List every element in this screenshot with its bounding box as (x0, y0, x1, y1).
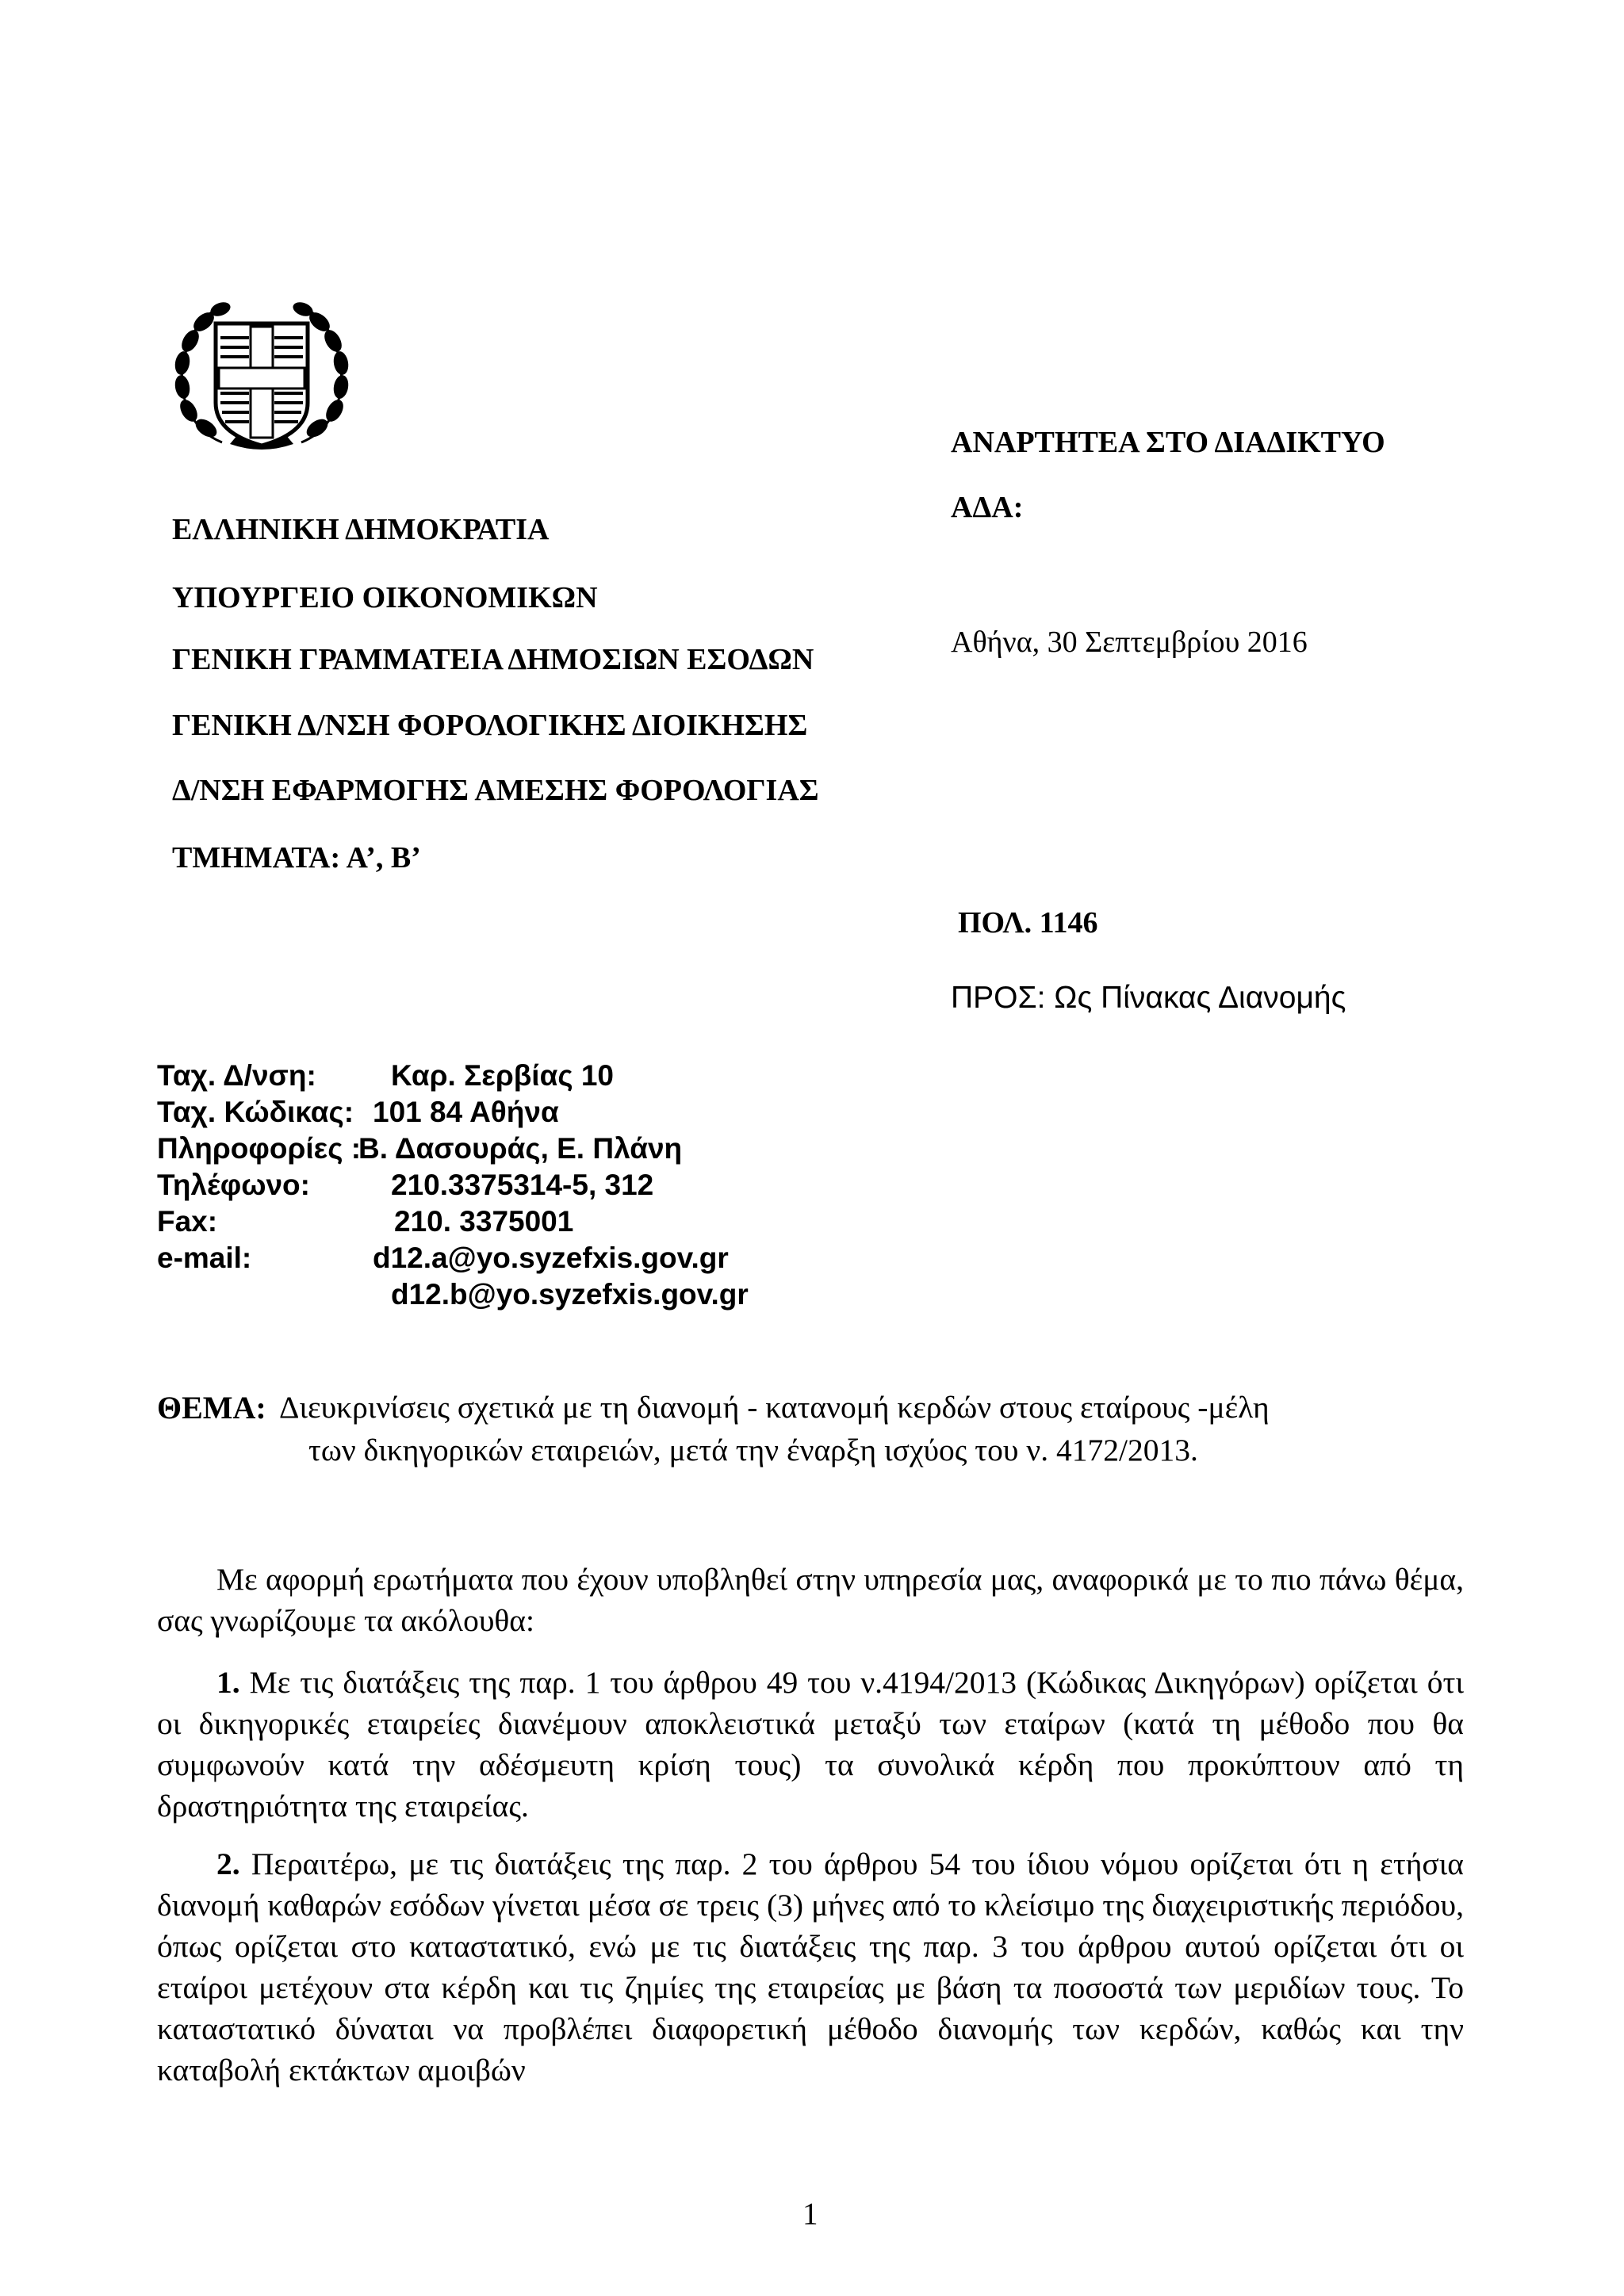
phone-label: Τηλέφωνο: (157, 1169, 310, 1201)
postcode-value: 101 84 Αθήνα (373, 1096, 559, 1128)
pol-number: ΠΟΛ. 1146 (958, 906, 1098, 939)
paragraph-1-number: 1. (216, 1665, 240, 1700)
header-directorate: Δ/ΝΣΗ ΕΦΑΡΜΟΓΗΣ ΑΜΕΣΗΣ ΦΟΡΟΛΟΓΙΑΣ (172, 774, 819, 807)
header-departments: ΤΜΗΜΑΤΑ: Α’, Β’ (172, 841, 421, 874)
greek-coat-of-arms-emblem (167, 292, 357, 458)
paragraph-1 (157, 1662, 1464, 1827)
intro-paragraph: Με αφορμή ερωτήματα που έχουν υποβληθεί στην υπηρεσία μας, αναφορικά με το πιο πάνω θέμα, σας γνωρίζουμε τα ακόλουθα: (157, 1562, 1464, 1638)
header-republic: ΕΛΛΗΝΙΚΗ ΔΗΜΟΚΡΑΤΙΑ (172, 513, 550, 546)
document-date: Αθήνα, 30 Σεπτεμβρίου 2016 (951, 626, 1308, 659)
recipient-line: ΠΡΟΣ: Ως Πίνακας Διανομής (951, 981, 1346, 1015)
header-ministry: ΥΠΟΥΡΓΕΙΟ ΟΙΚΟΝΟΜΙΚΩΝ (172, 581, 598, 614)
post-online-notice: ΑΝΑΡΤΗΤΕΑ ΣΤΟ ΔΙΑΔΙΚΤΥΟ (951, 426, 1385, 459)
info-value: Β. Δασουράς, Ε. Πλάνη (358, 1132, 683, 1165)
email-link-b[interactable]: d12.b@yo.syzefxis.gov.gr (391, 1278, 749, 1311)
fax-label: Fax: (157, 1205, 218, 1238)
page-number: 1 (802, 2197, 818, 2231)
subject-label: ΘΕΜΑ: (157, 1390, 266, 1425)
header-general-directorate: ΓΕΝΙΚΗ Δ/ΝΣΗ ΦΟΡΟΛΟΓΙΚΗΣ ΔΙΟΙΚΗΣΗΣ (172, 709, 808, 742)
paragraph-2-text: Περαιτέρω, με τις διατάξεις της παρ. 2 του άρθρου 54 του ίδιου νόμου ορίζεται ότι η ετήσια διανομή καθαρών εσόδων γίνεται μέσα σε τρεις (3) μήνες από το κλείσιμο της διαχειριστικής περιόδου, όπως ορίζεται στο καταστατικό, ενώ με τις διατάξεις της παρ. 3 του άρθρου αυτού ορίζεται ότι οι εταίροι μετέχουν στα κέρδη και τις ζημίες της εταιρείας με βάση τα ποσοστά των μεριδίων τους. Το καταστατικό δύναται να προβλέπει διαφορετική μέθοδο διανομής των κερδών, καθώς και την καταβολή εκτάκτων αμοιβών (157, 1846, 1464, 2087)
email-link-a[interactable]: d12.a@yo.syzefxis.gov.gr (373, 1242, 729, 1274)
info-label: Πληροφορίες : (157, 1132, 362, 1165)
header-general-secretariat: ΓΕΝΙΚΗ ΓΡΑΜΜΑΤΕΙΑ ΔΗΜΟΣΙΩΝ ΕΣΟΔΩΝ (172, 643, 814, 676)
phone-value: 210.3375314-5, 312 (391, 1169, 654, 1201)
subject-line-1: Διευκρινίσεις σχετικά με τη διανομή - κατανομή κερδών στους εταίρους -μέλη (279, 1390, 1270, 1425)
ada-label: ΑΔΑ: (951, 491, 1024, 524)
paragraph-1-text: Με τις διατάξεις της παρ. 1 του άρθρου 49 του ν.4194/2013 (Κώδικας Δικηγόρων) ορίζεται ότι οι δικηγορικές εταιρείες διανέμουν αποκλειστικά μεταξύ των εταίρων (κατά τη μέθοδο που θα συμφωνούν κατά την αδέσμευτη κρίση τους) τα συνολικά κέρδη που προκύπτουν από τη δραστηριότητα της εταιρείας. (157, 1665, 1465, 1823)
address-label: Ταχ. Δ/νση: (157, 1059, 316, 1092)
subject-line-2: των δικηγορικών εταιρειών, μετά την έναρξη ισχύος του ν. 4172/2013. (308, 1433, 1198, 1468)
fax-value: 210. 3375001 (394, 1205, 574, 1238)
postcode-label: Ταχ. Κώδικας: (157, 1096, 354, 1128)
email-label: e-mail: (157, 1242, 252, 1274)
paragraph-2-number: 2. (216, 1846, 240, 1881)
paragraph-2 (157, 1843, 1464, 2091)
address-value: Καρ. Σερβίας 10 (391, 1059, 615, 1092)
